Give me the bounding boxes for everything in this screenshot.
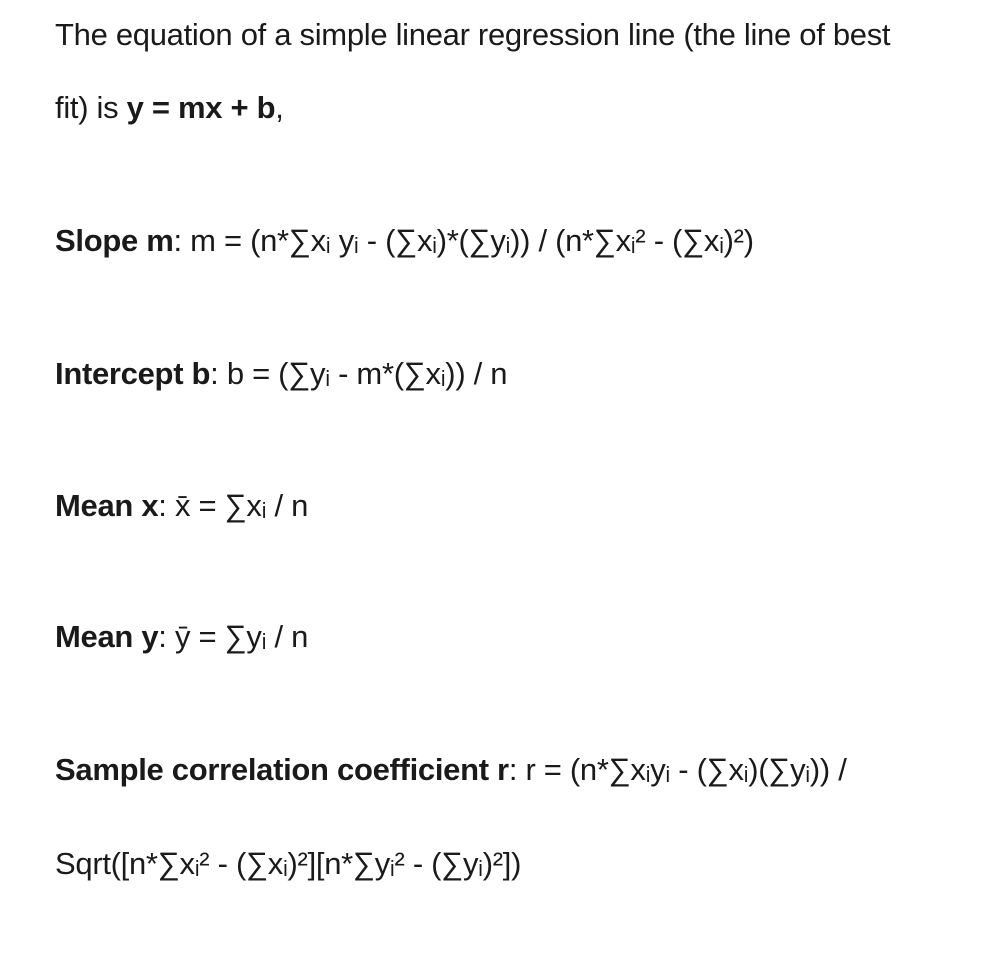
mean-y-formula: ȳ = ∑yᵢ / n xyxy=(174,619,309,654)
intro-text-prefix: fit) is xyxy=(55,90,127,125)
intro-line-2 xyxy=(55,90,284,126)
mean-y-label: Mean y xyxy=(55,619,159,654)
intercept-label: Intercept b xyxy=(55,356,211,391)
mean-x-label: Mean x xyxy=(55,488,159,523)
correlation-colon: : xyxy=(508,752,526,787)
mean-x-colon: : xyxy=(158,488,175,523)
intro-text-suffix: , xyxy=(275,90,284,125)
mean-y-colon: : xyxy=(158,619,175,654)
slope-label: Slope m xyxy=(55,223,174,258)
slope-formula: m = (n*∑xᵢ yᵢ - (∑xᵢ)*(∑yᵢ)) / (n*∑xᵢ² - (∑xᵢ)²) xyxy=(190,223,754,258)
correlation-line-2 xyxy=(55,846,521,882)
mean-x-formula: x̄ = ∑xᵢ / n xyxy=(174,488,309,523)
slope-line xyxy=(55,223,754,259)
correlation-formula-part-2: Sqrt([n*∑xᵢ² - (∑xᵢ)²][n*∑yᵢ² - (∑yᵢ)²]) xyxy=(55,846,522,881)
intercept-line xyxy=(55,356,507,392)
mean-x-line xyxy=(55,488,308,524)
correlation-formula-part-1: r = (n*∑xᵢyᵢ - (∑xᵢ)(∑yᵢ)) / xyxy=(525,752,847,787)
intro-text: The equation of a simple linear regression line (the line of best xyxy=(55,17,891,52)
mean-y-line xyxy=(55,619,308,655)
intro-line-1 xyxy=(55,17,890,53)
slope-colon: : xyxy=(173,223,191,258)
regression-equation: y = mx + b xyxy=(126,90,276,125)
intercept-formula: b = (∑yᵢ - m*(∑xᵢ)) / n xyxy=(226,356,508,391)
intercept-colon: : xyxy=(210,356,227,391)
correlation-label: Sample correlation coefficient r xyxy=(55,752,509,787)
correlation-line-1 xyxy=(55,752,847,788)
